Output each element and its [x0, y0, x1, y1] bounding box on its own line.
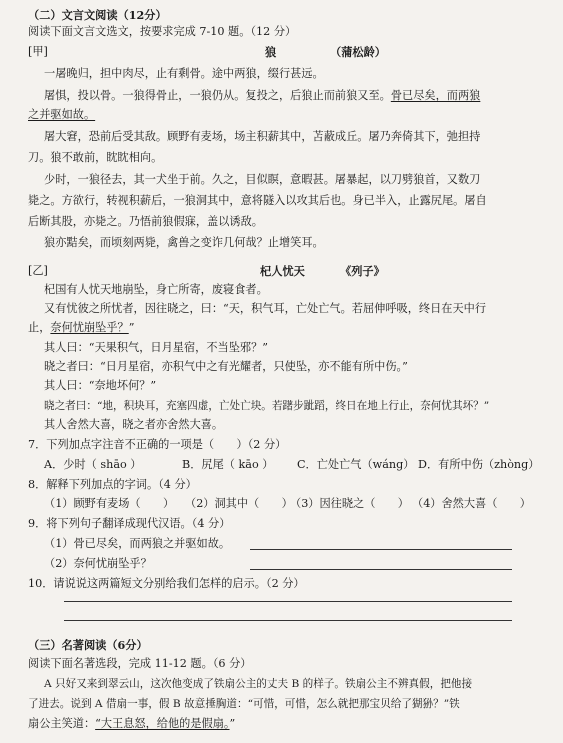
underlined-sentence-1a: 骨已尽矣，而两狼 — [390, 89, 481, 102]
yi-p6a: 晓之者曰：“地，积块耳，充塞四虚，亡处亡块。若躇步跐蹈，终日在地上行止，奈何忧其坏？” — [44, 400, 490, 412]
yi-p2a: 又有忧彼之所忧者，因往晓之，曰：“天，积气耳，亡处亡气。若屈伸呼吸，终日在天中行 — [44, 302, 487, 315]
jia-p1: 一屠晚归，担中肉尽，止有剩骨。途中两狼，缀行甚远。 — [44, 67, 324, 80]
q7-option-c: C．亡处亡气（wáng） — [297, 458, 415, 471]
q10-stem: 10．请说说这两篇短文分别给我们怎样的启示。（2 分） — [28, 577, 305, 590]
underlined-sentence-1b: 之并驱如故。 — [28, 108, 96, 121]
jia-p5: 狼亦黠矣，而顷刻两毙，禽兽之变诈几何哉？止增笑耳。 — [44, 236, 324, 249]
jia-p3b: 刀。狼不敢前，眈眈相向。 — [28, 151, 163, 164]
underlined-sentence-3: “大王息怒，给他的是假扇。 — [95, 717, 230, 730]
jia-p4a: 少时，一狼径去，其一犬坐于前。久之，目似瞑，意暇甚。屠暴起，以刀劈狼首，又数刀 — [44, 173, 481, 186]
yi-p5: 其人曰：“奈地坏何？” — [44, 379, 157, 392]
yi-p4: 晓之者曰：“日月星宿，亦积气中之有光耀者，只使坠，亦不能有所中伤。” — [44, 360, 408, 373]
q8-item-1: （1）顾野有麦场（ ） — [44, 497, 175, 510]
yi-p3: 其人曰：“天果积气，日月星宿，不当坠邪？” — [44, 341, 269, 354]
yi-p6b: 其人舍然大喜，晓之者亦舍然大喜。 — [44, 418, 224, 431]
q9-stem: 9．将下列句子翻译成现代汉语。（4 分） — [28, 517, 231, 530]
q8-item-3: （3）因往晓之（ ） — [290, 497, 409, 510]
answer-line-q10-2[interactable] — [64, 620, 512, 621]
section2-heading: （二）文言文阅读（12分） — [28, 8, 167, 22]
jia-p3a: 屠大窘，恐前后受其敌。顾野有麦场，场主积薪其中，苫蔽成丘。屠乃奔倚其下，弛担持 — [44, 130, 481, 143]
underlined-sentence-2: 奈何忧崩坠乎？ — [50, 321, 129, 334]
section3-p1c: 扇公主笑道：“大王息怒，给他的是假扇。” — [28, 717, 236, 730]
jia-tag: [甲] — [28, 45, 48, 58]
section3-intro: 阅读下面名著选段，完成 11-12 题。（6 分） — [28, 657, 252, 670]
yi-tag: [乙] — [28, 264, 48, 277]
jia-p4b: 毙之。方欲行，转视积薪后，一狼洞其中，意将隧入以攻其后也。身已半入，止露尻尾。屠自 — [28, 194, 487, 207]
q9-item-1: （1）骨已尽矣，而两狼之并驱如故。 — [44, 537, 231, 550]
q8-item-4: （4）舍然大喜（ ） — [412, 497, 531, 510]
answer-line-q10-1[interactable] — [64, 601, 512, 602]
jia-p2a: 屠惧，投以骨。一狼得骨止，一狼仍从。复投之，后狼止而前狼又至。骨已尽矣，而两狼 — [44, 89, 481, 102]
q7-option-d: D．有所中伤（zhòng） — [418, 458, 540, 471]
answer-line-q9-2[interactable] — [250, 569, 512, 570]
q8-stem: 8．解释下列加点的字词。（4 分） — [28, 478, 197, 491]
answer-line-q9-1[interactable] — [250, 549, 512, 550]
section3-p1b: 了进去。说到 A 借扇一事，假 B 故意捶胸道：“可惜，可惜，怎么就把那宝贝给了猢狲？”铁 — [28, 698, 460, 710]
section3-p1a: A 只好又来到翠云山，这次他变成了铁扇公主的丈夫 B 的样子。铁扇公主不辨真假，把他接 — [44, 678, 473, 690]
jia-p4c: 后断其股，亦毙之。乃悟前狼假寐，盖以诱敌。 — [28, 215, 263, 228]
yi-author: 《列子》 — [340, 264, 385, 278]
q7-stem: 7．下列加点字注音不正确的一项是（ ）（2 分） — [28, 438, 287, 451]
yi-p2b: 止，奈何忧崩坠乎？” — [28, 321, 135, 334]
yi-title: 杞人忧天 — [260, 264, 305, 278]
yi-p1: 杞国有人忧天地崩坠，身亡所寄，废寝食者。 — [44, 283, 268, 296]
q7-option-b: B．尻尾（ kāo ） — [182, 458, 274, 471]
jia-title: 狼 — [265, 45, 277, 59]
jia-author: （蒲松龄） — [330, 45, 386, 59]
q7-option-a: A．少时（ shāo ） — [44, 458, 142, 471]
q9-item-2: （2）奈何忧崩坠乎？ — [44, 557, 152, 570]
section3-heading: （三）名著阅读（6分） — [28, 638, 148, 652]
q8-item-2: （2）洞其中（ ） — [185, 497, 293, 510]
section2-intro: 阅读下面文言文选文，按要求完成 7-10 题。（12 分） — [28, 25, 297, 38]
